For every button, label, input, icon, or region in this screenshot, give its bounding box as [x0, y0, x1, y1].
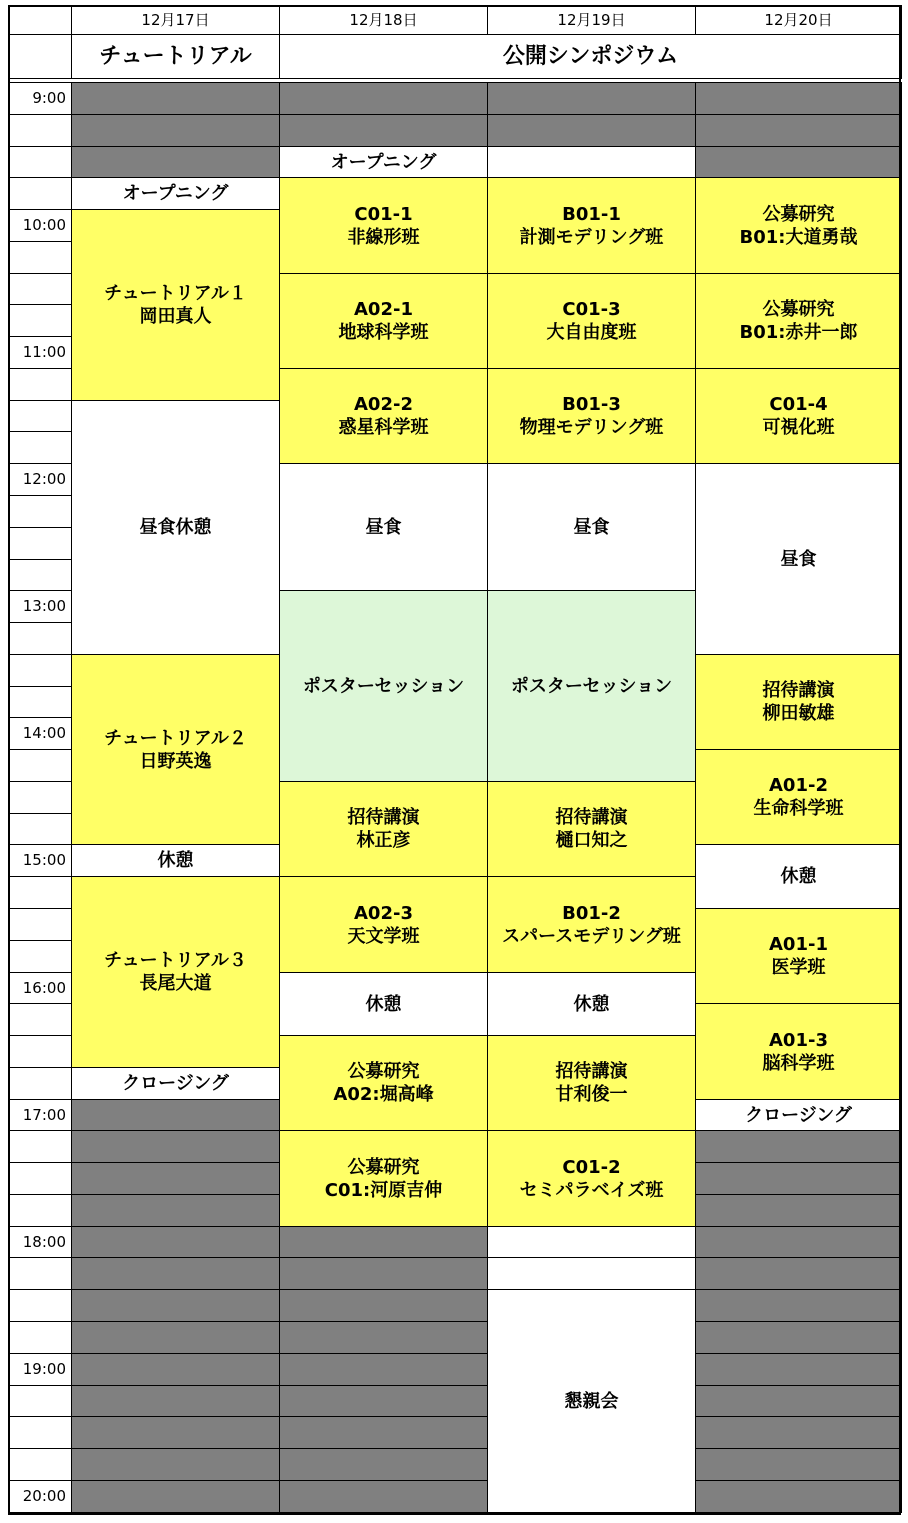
unused-slot — [279, 114, 488, 147]
unused-slot — [279, 1226, 488, 1258]
time-label: 14:00 — [8, 717, 72, 750]
time-slot — [8, 241, 72, 274]
unused-slot — [279, 1321, 488, 1354]
time-slot — [8, 940, 72, 973]
time-slot — [8, 1162, 72, 1195]
time-slot — [8, 368, 72, 401]
unused-slot — [279, 1448, 488, 1481]
time-slot — [8, 114, 72, 147]
date-header: 12月19日 — [487, 5, 696, 35]
event-cell — [487, 1226, 696, 1258]
unused-slot — [71, 146, 280, 178]
session-cell: B01-2 スパースモデリング班 — [487, 876, 696, 973]
time-label: 17:00 — [8, 1099, 72, 1131]
event-cell — [487, 146, 696, 178]
session-cell: B01-3 物理モデリング班 — [487, 368, 696, 464]
unused-slot — [695, 1448, 902, 1481]
event-cell — [487, 1257, 696, 1290]
time-label: 11:00 — [8, 336, 72, 369]
time-slot — [8, 781, 72, 814]
event-cell: 休憩 — [487, 972, 696, 1036]
time-slot — [8, 1194, 72, 1227]
session-cell: チュートリアル３ 長尾大道 — [71, 876, 280, 1068]
time-slot — [8, 1416, 72, 1449]
unused-slot — [695, 1321, 902, 1354]
date-header: 12月20日 — [695, 5, 902, 35]
time-slot — [8, 559, 72, 591]
unused-slot — [695, 1162, 902, 1195]
event-cell: 昼食 — [695, 463, 902, 655]
session-cell: C01-4 可視化班 — [695, 368, 902, 464]
unused-slot — [695, 1194, 902, 1227]
unused-slot — [279, 82, 488, 115]
time-label: 16:00 — [8, 972, 72, 1004]
time-slot — [8, 1321, 72, 1354]
unused-slot — [71, 1162, 280, 1195]
session-cell: チュートリアル２ 日野英逸 — [71, 654, 280, 845]
session-cell: C01-1 非線形班 — [279, 177, 488, 274]
session-cell: 公募研究 C01:河原吉伸 — [279, 1130, 488, 1227]
time-slot — [8, 304, 72, 337]
event-cell: 昼食休憩 — [71, 400, 280, 655]
event-cell: 休憩 — [279, 972, 488, 1036]
unused-slot — [279, 1289, 488, 1322]
event-cell: 懇親会 — [487, 1289, 696, 1513]
unused-slot — [279, 1353, 488, 1386]
event-cell: クロージング — [71, 1067, 280, 1100]
event-cell: 休憩 — [71, 844, 280, 877]
unused-slot — [695, 1480, 902, 1513]
session-cell: A01-3 脳科学班 — [695, 1003, 902, 1100]
poster-session-cell: ポスターセッション — [279, 590, 488, 782]
session-cell: A02-2 惑星科学班 — [279, 368, 488, 464]
time-label: 9:00 — [8, 82, 72, 115]
unused-slot — [71, 1385, 280, 1417]
time-slot — [8, 813, 72, 845]
symposium-title: 公開シンポジウム — [279, 34, 902, 79]
session-cell: 招待講演 甘利俊一 — [487, 1035, 696, 1131]
time-slot — [8, 400, 72, 432]
session-cell: A02-1 地球科学班 — [279, 273, 488, 369]
unused-slot — [279, 1257, 488, 1290]
event-cell: 休憩 — [695, 844, 902, 909]
unused-slot — [695, 1289, 902, 1322]
time-slot — [8, 749, 72, 782]
unused-slot — [487, 114, 696, 147]
time-slot — [8, 1385, 72, 1417]
session-cell: A01-1 医学班 — [695, 908, 902, 1004]
unused-slot — [71, 82, 280, 115]
session-cell: 招待講演 樋口知之 — [487, 781, 696, 877]
corner-cell — [8, 5, 72, 35]
time-slot — [8, 1067, 72, 1100]
time-slot — [8, 1257, 72, 1290]
time-slot — [8, 1035, 72, 1068]
unused-slot — [695, 114, 902, 147]
time-slot — [8, 686, 72, 718]
session-cell: チュートリアル１ 岡田真人 — [71, 209, 280, 401]
corner-cell — [8, 34, 72, 79]
time-label: 13:00 — [8, 590, 72, 623]
event-cell: 昼食 — [487, 463, 696, 591]
time-slot — [8, 273, 72, 305]
unused-slot — [695, 1226, 902, 1258]
unused-slot — [71, 1448, 280, 1481]
tutorial-title: チュートリアル — [71, 34, 280, 79]
unused-slot — [695, 146, 902, 178]
unused-slot — [695, 1130, 902, 1163]
time-label: 10:00 — [8, 209, 72, 242]
unused-slot — [695, 82, 902, 115]
session-cell: C01-2 セミパラベイズ班 — [487, 1130, 696, 1227]
time-slot — [8, 1130, 72, 1163]
unused-slot — [279, 1385, 488, 1417]
time-slot — [8, 431, 72, 464]
time-label: 15:00 — [8, 844, 72, 877]
time-slot — [8, 876, 72, 909]
session-cell: 公募研究 A02:堀高峰 — [279, 1035, 488, 1131]
unused-slot — [279, 1480, 488, 1513]
time-slot — [8, 146, 72, 178]
unused-slot — [71, 114, 280, 147]
unused-slot — [695, 1353, 902, 1386]
unused-slot — [71, 1194, 280, 1227]
date-header: 12月18日 — [279, 5, 488, 35]
time-slot — [8, 527, 72, 560]
date-header: 12月17日 — [71, 5, 280, 35]
time-slot — [8, 622, 72, 655]
time-slot — [8, 1448, 72, 1481]
unused-slot — [695, 1257, 902, 1290]
session-cell: 公募研究 B01:大道勇哉 — [695, 177, 902, 274]
session-cell: 招待講演 林正彦 — [279, 781, 488, 877]
unused-slot — [71, 1099, 280, 1131]
time-slot — [8, 177, 72, 210]
event-cell: オープニング — [71, 177, 280, 210]
unused-slot — [695, 1385, 902, 1417]
time-label: 18:00 — [8, 1226, 72, 1258]
session-cell: A01-2 生命科学班 — [695, 749, 902, 845]
unused-slot — [71, 1353, 280, 1386]
unused-slot — [71, 1416, 280, 1449]
unused-slot — [695, 1416, 902, 1449]
event-cell: クロージング — [695, 1099, 902, 1131]
time-label: 20:00 — [8, 1480, 72, 1513]
time-slot — [8, 1289, 72, 1322]
session-cell: 公募研究 B01:赤井一郎 — [695, 273, 902, 369]
unused-slot — [279, 1416, 488, 1449]
unused-slot — [71, 1130, 280, 1163]
unused-slot — [71, 1289, 280, 1322]
time-label: 12:00 — [8, 463, 72, 496]
time-slot — [8, 654, 72, 687]
event-cell: オープニング — [279, 146, 488, 178]
time-slot — [8, 1003, 72, 1036]
unused-slot — [487, 82, 696, 115]
poster-session-cell: ポスターセッション — [487, 590, 696, 782]
unused-slot — [71, 1226, 280, 1258]
session-cell: C01-3 大自由度班 — [487, 273, 696, 369]
time-label: 19:00 — [8, 1353, 72, 1386]
session-cell: A02-3 天文学班 — [279, 876, 488, 973]
time-slot — [8, 908, 72, 941]
time-slot — [8, 495, 72, 528]
unused-slot — [71, 1480, 280, 1513]
unused-slot — [71, 1257, 280, 1290]
event-cell: 昼食 — [279, 463, 488, 591]
unused-slot — [71, 1321, 280, 1354]
session-cell: 招待講演 柳田敏雄 — [695, 654, 902, 750]
session-cell: B01-1 計測モデリング班 — [487, 177, 696, 274]
